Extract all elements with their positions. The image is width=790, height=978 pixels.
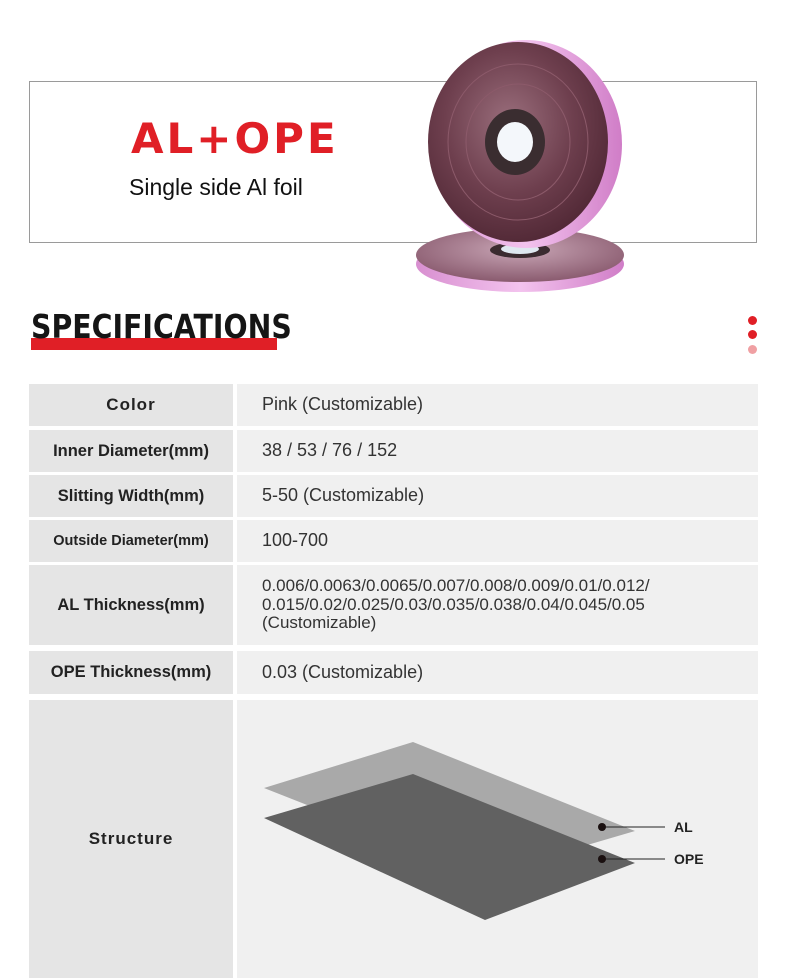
row-label: Slitting Width(mm) — [29, 475, 233, 517]
table-row — [29, 430, 758, 472]
dot-icon — [748, 316, 757, 325]
table-row — [29, 651, 758, 694]
value-line: (Customizable) — [262, 613, 377, 633]
row-value — [237, 565, 758, 645]
table-row — [29, 475, 758, 517]
row-value: 0.03 (Customizable) — [237, 651, 758, 694]
foil-reel-image — [410, 36, 640, 298]
table-row — [29, 520, 758, 562]
table-row — [29, 565, 758, 645]
al-marker-icon — [598, 823, 606, 831]
dot-icon — [748, 345, 757, 354]
decorative-dots — [748, 316, 758, 356]
row-value: 5-50 (Customizable) — [237, 475, 758, 517]
row-value: Pink (Customizable) — [237, 384, 758, 426]
row-label: Outside Diameter(mm) — [29, 520, 233, 562]
hero-subtitle: Single side Al foil — [129, 174, 303, 200]
value-line: 0.015/0.02/0.025/0.03/0.035/0.038/0.04/0.045/0.05 — [262, 594, 645, 614]
row-label: Color — [29, 384, 233, 426]
row-value: 100-700 — [237, 520, 758, 562]
structure-diagram — [237, 700, 758, 978]
al-layer-label: AL — [674, 819, 693, 835]
row-value: 38 / 53 / 76 / 152 — [237, 430, 758, 472]
value-line: 0.006/0.0063/0.0065/0.007/0.008/0.009/0.01/0.012/ — [262, 575, 650, 595]
specifications-heading: SPECIFICATIONS — [31, 307, 292, 346]
ope-marker-icon — [598, 855, 606, 863]
row-label: OPE Thickness(mm) — [29, 651, 233, 694]
hero-title: AL+OPE — [131, 114, 339, 163]
row-label: Inner Diameter(mm) — [29, 430, 233, 472]
layer-structure-diagram — [237, 700, 758, 978]
table-row — [29, 700, 758, 978]
row-label: Structure — [29, 700, 233, 978]
table-row — [29, 384, 758, 426]
ope-layer-label: OPE — [674, 851, 704, 867]
row-label: AL Thickness(mm) — [29, 565, 233, 645]
dot-icon — [748, 330, 757, 339]
